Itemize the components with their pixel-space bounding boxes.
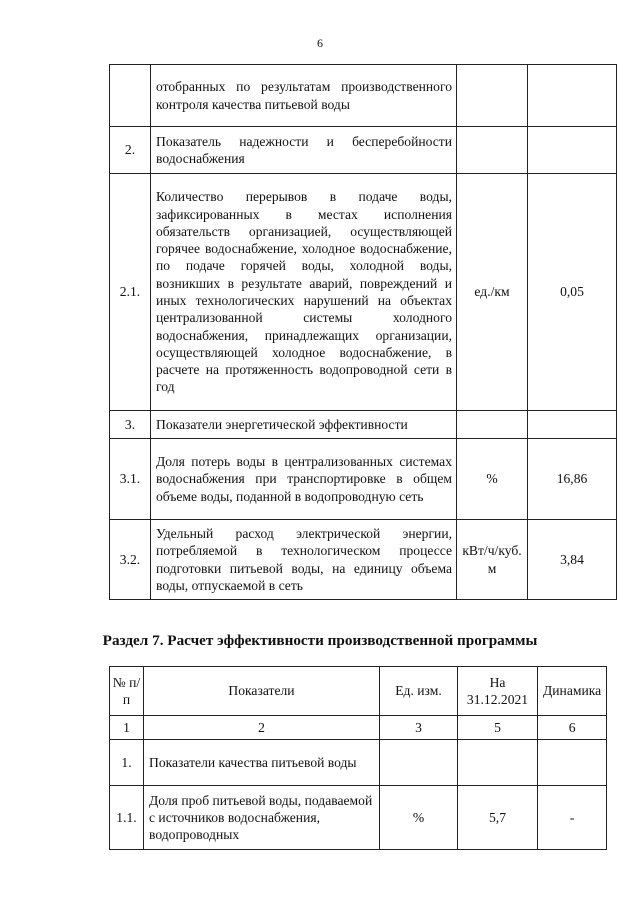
value-cell <box>528 411 617 439</box>
value-cell <box>458 740 538 786</box>
table-header-row <box>110 667 607 716</box>
column-numbers-row <box>110 716 607 740</box>
unit-cell: % <box>380 786 458 850</box>
unit-cell: % <box>457 439 528 520</box>
value-cell <box>528 65 617 127</box>
indicator-name: Показатели качества питьевой воды <box>144 740 380 786</box>
table-row <box>110 174 617 411</box>
column-number: 3 <box>380 716 458 740</box>
table-row <box>110 411 617 439</box>
unit-cell: ед./км <box>457 174 528 411</box>
unit-cell <box>380 740 458 786</box>
table-row <box>110 786 607 850</box>
page-number: 6 <box>317 36 323 50</box>
dynamics-cell <box>538 740 607 786</box>
row-number: 1. <box>110 740 144 786</box>
value-cell: 0,05 <box>528 174 617 411</box>
table-row <box>110 740 607 786</box>
indicator-name: Показатель надежности и бесперебойности водоснабжения <box>151 127 457 174</box>
value-cell: 3,84 <box>528 520 617 600</box>
row-number: 1.1. <box>110 786 144 850</box>
indicator-name: Доля потерь воды в централизованных системах водоснабжения при транспортировке в общем объеме воды, поданной в водопроводную сеть <box>151 439 457 520</box>
section-7-title: Раздел 7. Расчет эффективности производственной программы <box>102 632 538 649</box>
table-row <box>110 439 617 520</box>
header-number: № п/п <box>110 667 144 716</box>
unit-cell <box>457 411 528 439</box>
indicator-name: Количество перерывов в подаче воды, зафиксированных в местах исполнения обязательств организацией, осуществляющей горячее водоснабжение, холодное водоснабжение, по подаче горячей воды, холодной воды, возникших в результате аварий, повреждений и иных технологических нарушений на объектах централизованной системы холодного водоснабжения, принадлежащих организации, осуществляющей холодное водоснабжение, в расчете на протяженность водопроводной сети в год <box>151 174 457 411</box>
value-cell: 16,86 <box>528 439 617 520</box>
header-unit: Ед. изм. <box>380 667 458 716</box>
table-row <box>110 520 617 600</box>
value-cell: 5,7 <box>458 786 538 850</box>
unit-cell <box>457 127 528 174</box>
indicators-table-continued <box>109 64 617 600</box>
indicator-name: Доля проб питьевой воды, подаваемой с источников водоснабжения, водопроводных <box>144 786 380 850</box>
row-number <box>110 65 151 127</box>
table-row <box>110 127 617 174</box>
unit-cell <box>457 65 528 127</box>
column-number: 6 <box>538 716 607 740</box>
row-number: 3.2. <box>110 520 151 600</box>
row-number: 2.1. <box>110 174 151 411</box>
efficiency-table <box>109 666 607 850</box>
header-indicator: Показатели <box>144 667 380 716</box>
indicator-name: Удельный расход электрической энергии, потребляемой в технологическом процессе подготовки питьевой воды, на единицу объема воды, отпускаемой в сеть <box>151 520 457 600</box>
unit-cell: кВт/ч/куб. м <box>457 520 528 600</box>
dynamics-cell: - <box>538 786 607 850</box>
value-cell <box>528 127 617 174</box>
indicator-name: отобранных по результатам производственного контроля качества питьевой воды <box>151 65 457 127</box>
row-number: 3. <box>110 411 151 439</box>
column-number: 1 <box>110 716 144 740</box>
row-number: 2. <box>110 127 151 174</box>
row-number: 3.1. <box>110 439 151 520</box>
column-number: 2 <box>144 716 380 740</box>
header-date: На 31.12.2021 <box>458 667 538 716</box>
indicator-name: Показатели энергетической эффективности <box>151 411 457 439</box>
column-number: 5 <box>458 716 538 740</box>
table-row <box>110 65 617 127</box>
header-dynamics: Динамика <box>538 667 607 716</box>
